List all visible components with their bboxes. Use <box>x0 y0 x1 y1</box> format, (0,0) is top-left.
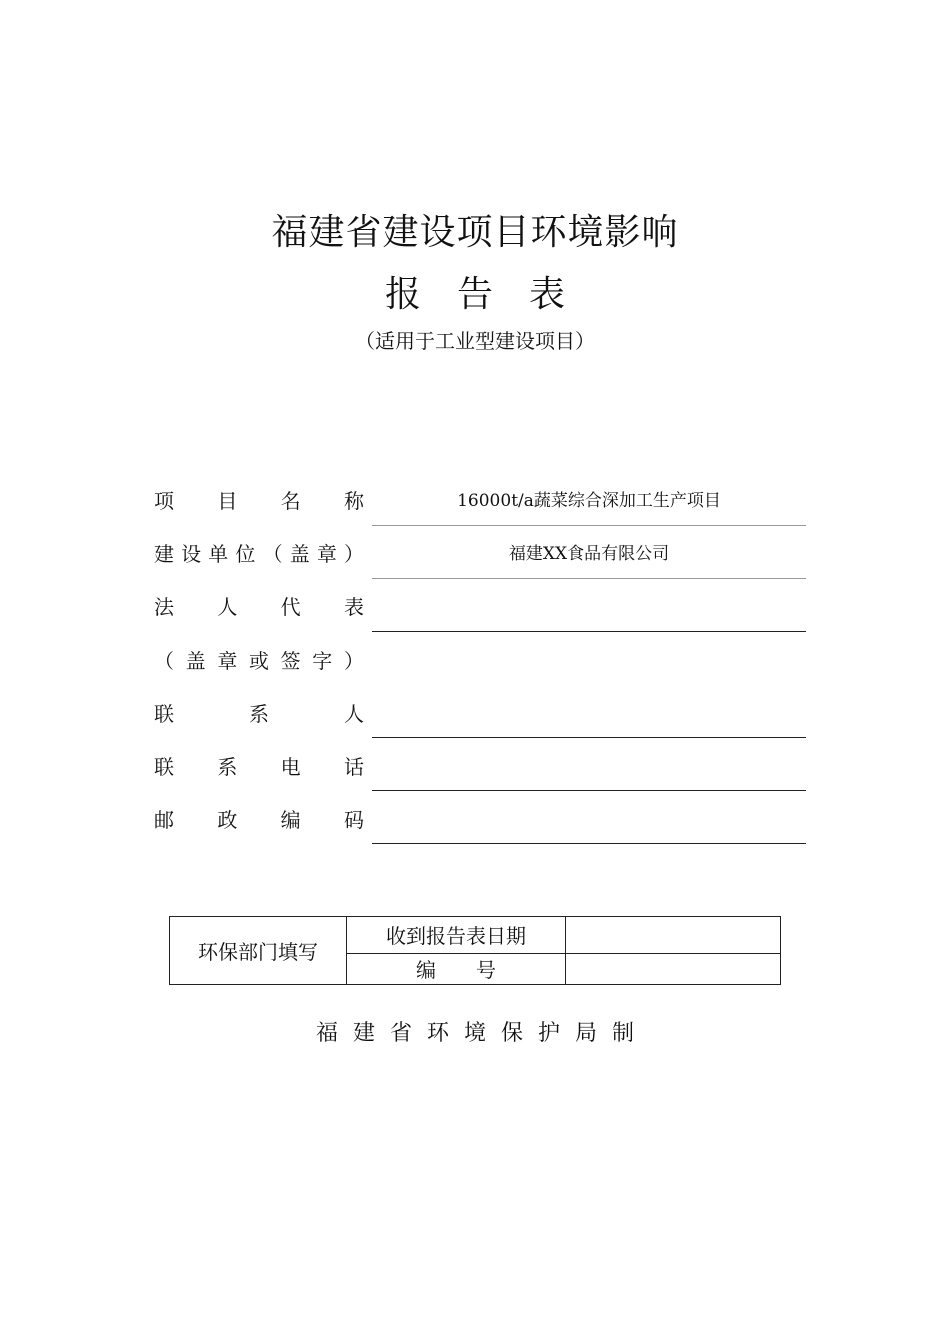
issuing-authority: 福建省环境保护局制 <box>315 1021 649 1046</box>
document-scope-note: （适用于工业型建设项目） <box>355 329 595 353</box>
report-received-date-label: 收到报告表日期 <box>347 917 566 954</box>
postcode-label: 邮 政 编 码 <box>154 808 364 832</box>
report-number-label: 编 号 <box>347 953 566 984</box>
project-name-label: 项 目 名 称 <box>154 489 364 513</box>
project-name-underline <box>372 525 806 526</box>
construction-unit-value: 福建XX食品有限公司 <box>508 544 670 564</box>
report-received-date-field[interactable] <box>566 917 781 954</box>
document-subtitle: 报告表 <box>384 274 601 315</box>
contact-person-label: 联 系 人 <box>154 702 364 726</box>
construction-unit-label: 建 设 单 位 （ 盖 章 ） <box>154 542 364 566</box>
env-department-label: 环保部门填写 <box>170 917 347 985</box>
postcode-underline <box>372 843 806 844</box>
contact-person-underline <box>372 737 806 738</box>
contact-phone-underline <box>372 790 806 791</box>
document-title: 福建省建设项目环境影响 <box>271 212 679 253</box>
legal-representative-underline <box>372 631 806 632</box>
env-department-table <box>169 916 781 985</box>
contact-phone-label: 联 系 电 话 <box>154 755 364 779</box>
legal-representative-label: 法 人 代 表 <box>154 595 364 619</box>
report-number-field[interactable] <box>566 953 781 984</box>
project-name-value: 16000t/a蔬菜综合深加工生产项目 <box>457 491 721 511</box>
stamp-or-signature-label: （ 盖 章 或 签 字 ） <box>154 649 364 673</box>
construction-unit-underline <box>372 578 806 579</box>
